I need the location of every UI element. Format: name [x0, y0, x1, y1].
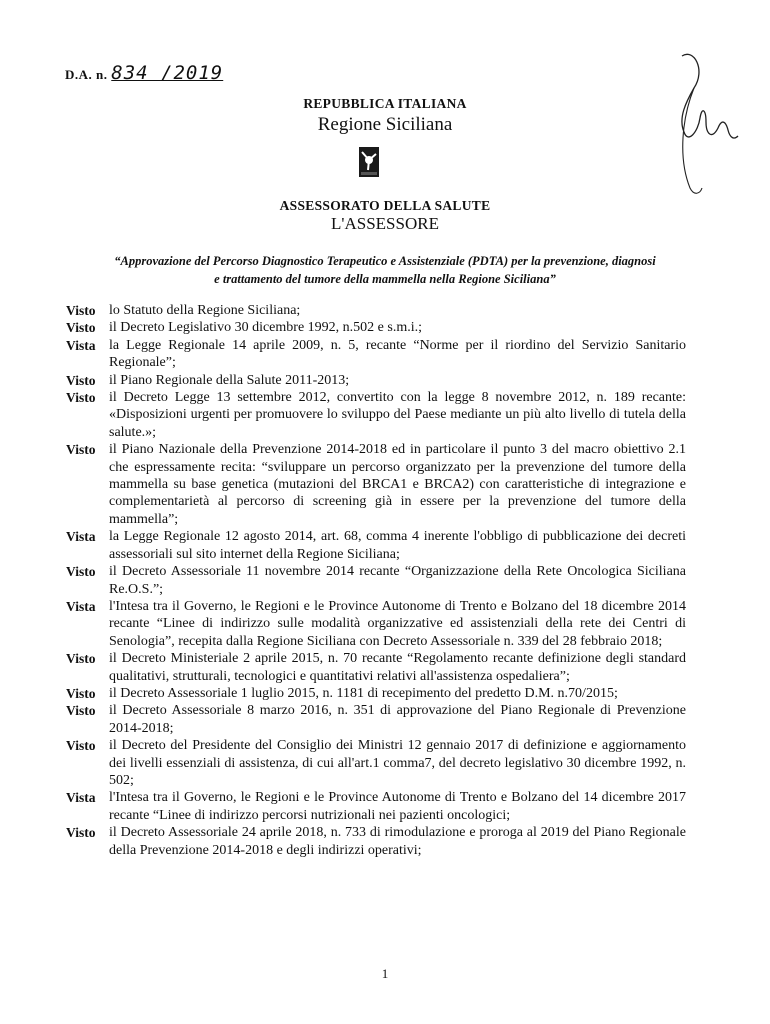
visto-text: la Legge Regionale 14 aprile 2009, n. 5, recante “Norme per il riordino del Servizio Sanitario Regionale”; [109, 337, 686, 371]
visto-text: il Decreto Assessoriale 24 aprile 2018, n. 733 di rimodulazione e proroga al 2019 del Piano Regionale della Prevenzione 2014-2018 e degli indirizzi operativi; [109, 825, 686, 858]
visto-item [66, 302, 686, 319]
visto-item [66, 389, 686, 441]
decree-label: D.A. n. [65, 67, 108, 82]
visto-item [66, 528, 686, 563]
visto-item [66, 824, 686, 859]
visto-keyword: Visto [66, 738, 96, 754]
visto-keyword: Vista [66, 337, 96, 353]
visto-keyword: Vista [66, 529, 96, 545]
visto-keyword: Visto [66, 390, 96, 406]
visto-keyword: Visto [66, 303, 96, 318]
visto-text: il Decreto Assessoriale 8 marzo 2016, n. 351 di approvazione del Piano Regionale di Prevenzione 2014-2018; [109, 703, 686, 736]
decree-handwritten-number: 834 /2019 [111, 62, 224, 84]
visto-keyword: Visto [66, 564, 96, 580]
trinacria-emblem-icon [358, 146, 380, 178]
visto-keyword: Visto [66, 320, 96, 336]
visto-item [66, 685, 686, 702]
visto-text: l'Intesa tra il Governo, le Regioni e le Province Autonome di Trento e Bolzano del 18 dicembre 2014 recante “Linee di indirizzo sulle modalità organizzative ed assistenziali della rete dei Centri di Senologia”, recepita dalla Regione Siciliana con Decreto Assessoriale n. 339 del 28 febbraio 2018; [109, 598, 686, 649]
officer-heading: L'ASSESSORE [331, 214, 439, 233]
visto-text: il Decreto Ministeriale 2 aprile 2015, n. 70 recante “Regolamento recante definizione degli standard qualitativi, strutturali, tecnologici e quantitativi relativi all'assistenza ospedaliera”; [109, 651, 686, 684]
department-heading: ASSESSORATO DELLA SALUTE [279, 198, 491, 213]
visto-list [66, 302, 686, 859]
visto-keyword: Visto [66, 442, 96, 458]
visto-item [66, 441, 686, 528]
republic-heading: REPUBBLICA ITALIANA [303, 96, 467, 111]
decree-number [65, 62, 223, 84]
visto-text: il Piano Nazionale della Prevenzione 2014-2018 ed in particolare il punto 3 del macro obiettivo 2.1 che espressamente recita: “sviluppare un percorso organizzato per la prevenzione del tumore della mammella su base genetica (mutazioni del BRCA1 e BRCA2) con caratteristiche di integrazione e complementarietà al percorso di screening già in essere per la prevenzione del tumore della mammella”; [109, 442, 686, 527]
visto-item [66, 372, 686, 389]
visto-keyword: Visto [66, 825, 96, 841]
visto-text: il Decreto Assessoriale 11 novembre 2014 recante “Organizzazione della Rete Oncologica Siciliana Re.O.S.”; [109, 564, 686, 597]
visto-item [66, 598, 686, 650]
region-heading: Regione Siciliana [317, 114, 453, 135]
visto-keyword: Vista [66, 598, 96, 614]
subject-line: “Approvazione del Percorso Diagnostico Terapeutico e Assistenziale (PDTA) per la prevenzione, diagnosi [114, 254, 656, 268]
subject-line: e trattamento del tumore della mammella nella Regione Siciliana” [214, 272, 556, 286]
visto-keyword: Visto [66, 651, 96, 667]
visto-keyword: Visto [66, 372, 96, 388]
visto-item [66, 337, 686, 372]
visto-text: l'Intesa tra il Governo, le Regioni e le Province Autonome di Trento e Bolzano del 14 dicembre 2017 recante “Linee di indirizzo percorsi nutrizionali nei pazienti oncologici; [109, 790, 686, 823]
visto-item [66, 789, 686, 824]
visto-text: lo Statuto della Regione Siciliana; [109, 303, 301, 318]
visto-keyword: Visto [66, 703, 96, 719]
visto-keyword: Visto [66, 685, 96, 701]
visto-keyword: Vista [66, 790, 96, 806]
visto-item [66, 319, 686, 336]
visto-text: il Decreto Legge 13 settembre 2012, convertito con la legge 8 novembre 2012, n. 189 recante: «Disposizioni urgenti per promuovere lo sviluppo del Paese mediante un più alto livello di tutela della salute.»; [109, 390, 686, 440]
visto-item [66, 563, 686, 598]
page-number: 1 [381, 966, 389, 981]
visto-text: il Decreto Legislativo 30 dicembre 1992, n.502 e s.m.i.; [109, 320, 422, 336]
visto-item [66, 702, 686, 737]
visto-text: il Piano Regionale della Salute 2011-2013; [109, 372, 350, 388]
decree-subject [60, 252, 710, 288]
visto-text: la Legge Regionale 12 agosto 2014, art. 68, comma 4 inerente l'obbligo di pubblicazione dei decreti assessoriali sul sito internet della Regione Siciliana; [109, 529, 686, 562]
visto-text: il Decreto del Presidente del Consiglio dei Ministri 12 gennaio 2017 di definizione e aggiornamento dei livelli essenziali di assistenza, di cui all'art.1 comma7, del decreto legislativo 30 dicembre 1992, n. 502; [109, 738, 686, 788]
visto-item [66, 737, 686, 789]
visto-text: il Decreto Assessoriale 1 luglio 2015, n. 1181 di recepimento del predetto D.M. n.70/2015; [109, 685, 618, 701]
visto-item [66, 650, 686, 685]
